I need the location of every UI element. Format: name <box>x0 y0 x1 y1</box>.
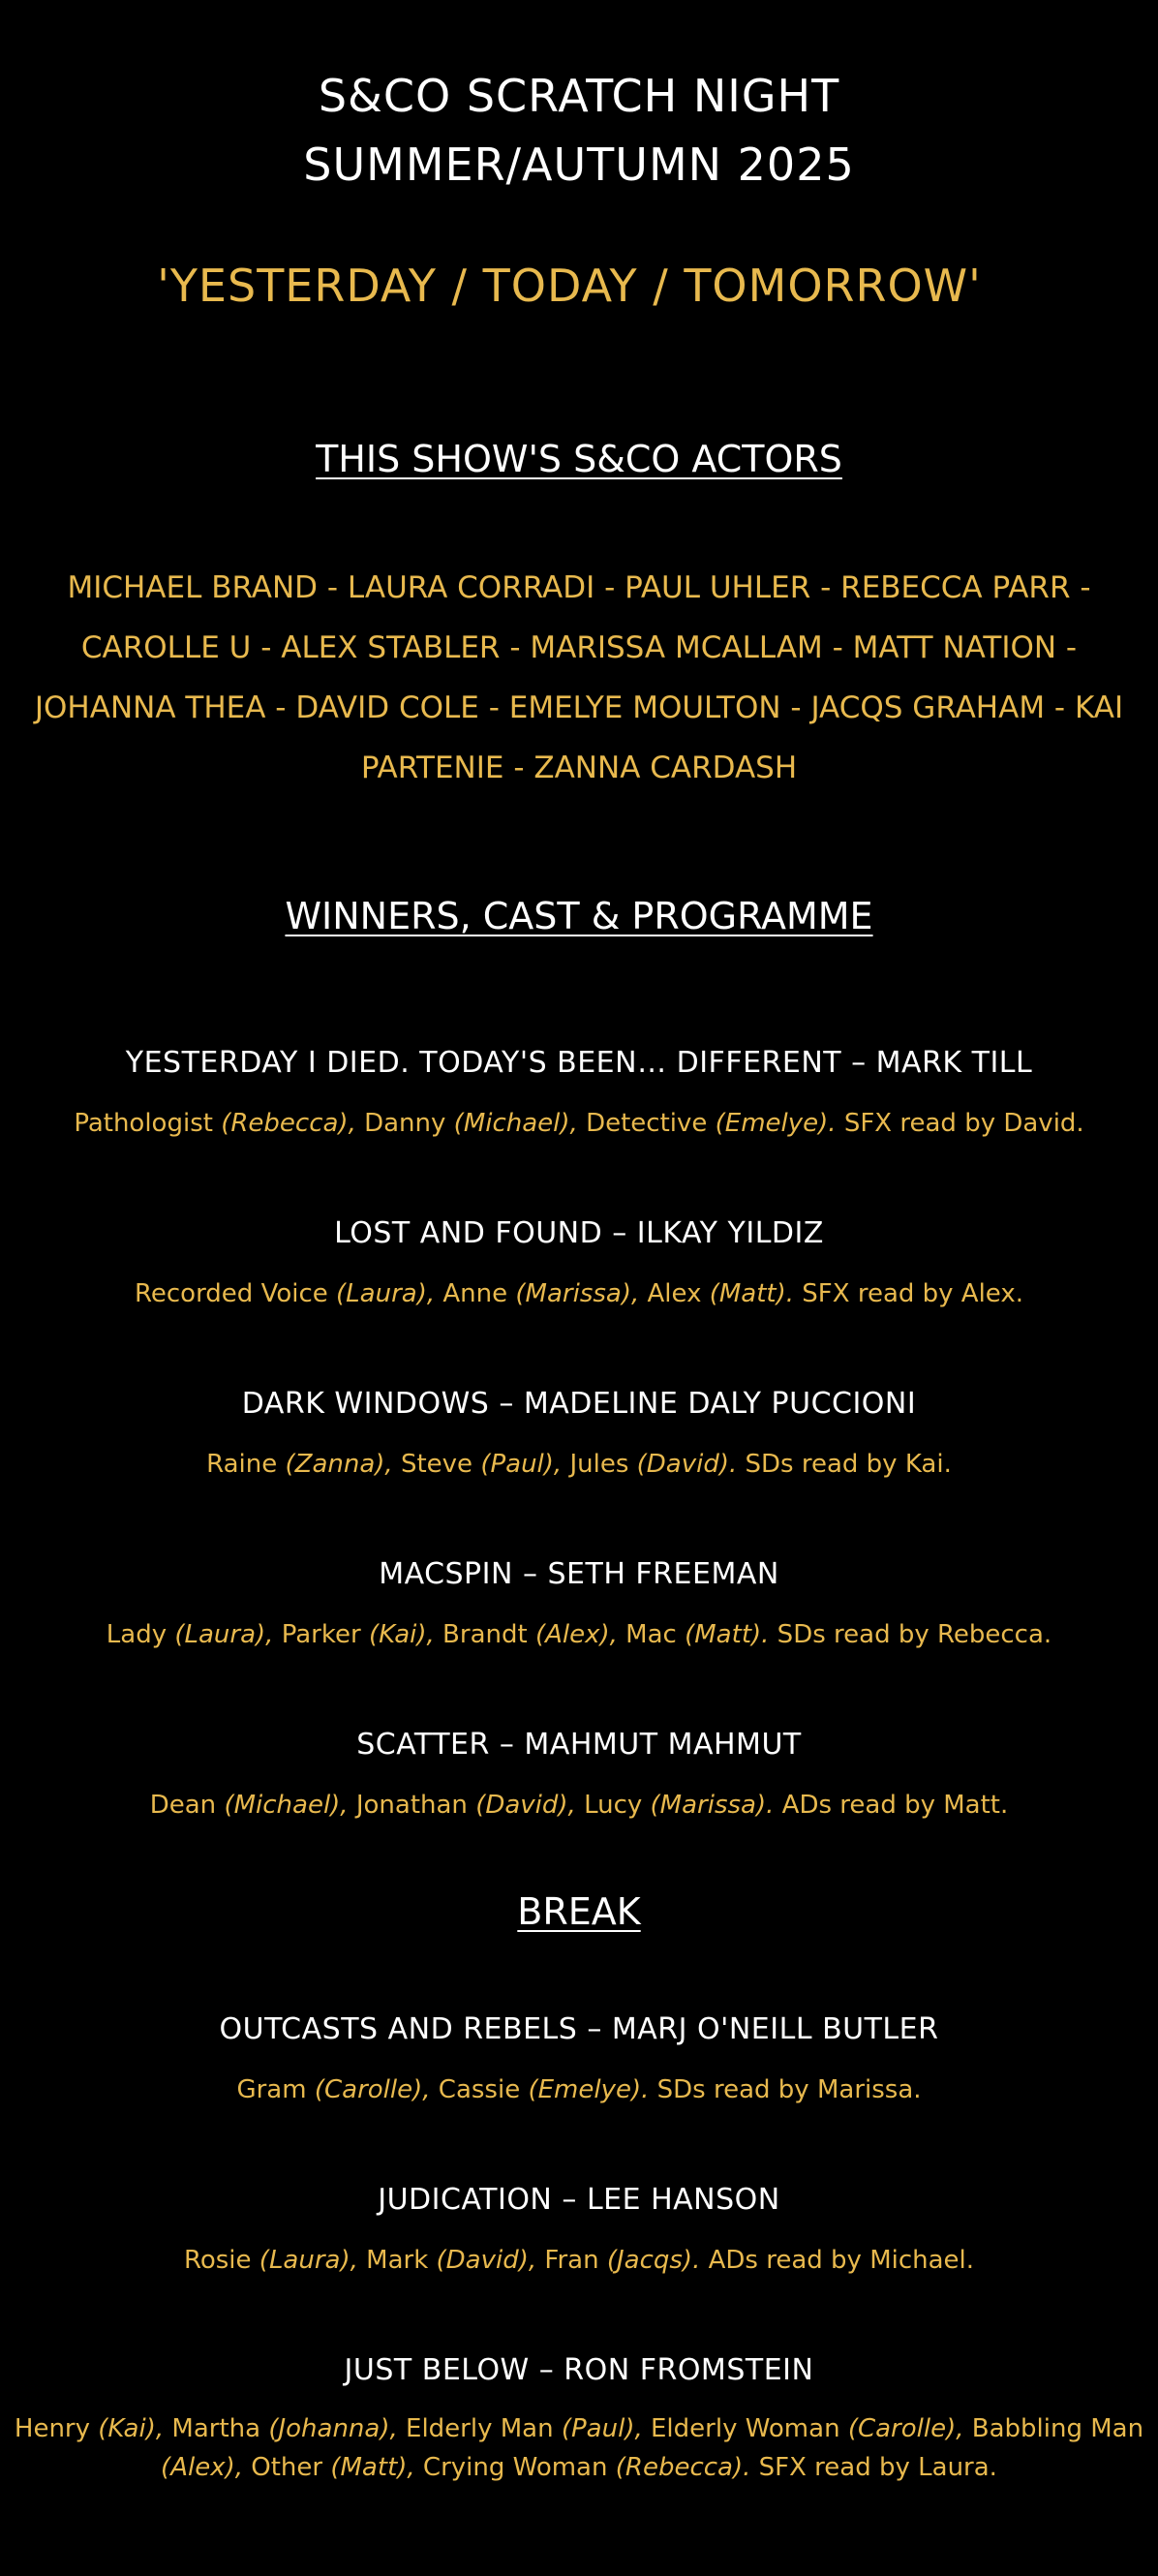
play-title: JUST BELOW – RON FROMSTEIN <box>344 2353 814 2387</box>
play-title: JUDICATION – LEE HANSON <box>378 2183 780 2217</box>
play-title: OUTCASTS AND REBELS – MARJ O'NEILL BUTLER <box>219 2012 939 2046</box>
page-title-line-1: S&CO SCRATCH NIGHT <box>318 70 840 122</box>
break-heading: BREAK <box>517 1890 641 1933</box>
play-cast: Lady (Laura), Parker (Kai), Brandt (Alex), Mac (Matt). SDs read by Rebecca. <box>106 1620 1052 1649</box>
play-cast: Gram (Carolle), Cassie (Emelye). SDs read by Marissa. <box>236 2075 922 2104</box>
play-title: SCATTER – MAHMUT MAHMUT <box>356 1728 802 1762</box>
show-subtitle: 'YESTERDAY / TODAY / TOMORROW' <box>157 260 982 312</box>
play-title: LOST AND FOUND – ILKAY YILDIZ <box>334 1216 824 1250</box>
play-cast: Pathologist (Rebecca), Danny (Michael), Detective (Emelye). SFX read by David. <box>74 1109 1084 1138</box>
actors-list: MICHAEL BRAND - LAURA CORRADI - PAUL UHLER - REBECCA PARR - CAROLLE U - ALEX STABLER - MARISSA MCALLAM - MATT NATION - JOHANNA THEA - DAVID COLE - EMELYE MOULTON - JACQS GRAHAM - KAI PARTENIE - ZANNA CARDASH <box>34 570 1124 785</box>
play-cast: Rosie (Laura), Mark (David), Fran (Jacqs). ADs read by Michael. <box>183 2246 975 2275</box>
play-cast: Henry (Kai), Martha (Johanna), Elderly Man (Paul), Elderly Woman (Carolle), Babbling Man (Alex), Other (Matt), Crying Woman (Rebecca). SFX read by Laura. <box>14 2414 1144 2482</box>
play-cast: Dean (Michael), Jonathan (David), Lucy (Marissa). ADs read by Matt. <box>149 1791 1009 1820</box>
play-cast: Recorded Voice (Laura), Anne (Marissa), Alex (Matt). SFX read by Alex. <box>134 1279 1024 1308</box>
page-title-line-2: SUMMER/AUTUMN 2025 <box>303 138 855 191</box>
play-title: DARK WINDOWS – MADELINE DALY PUCCIONI <box>241 1387 917 1421</box>
play-cast: Raine (Zanna), Steve (Paul), Jules (David). SDs read by Kai. <box>206 1450 952 1479</box>
actors-heading: THIS SHOW'S S&CO ACTORS <box>316 438 842 480</box>
play-title: YESTERDAY I DIED. TODAY'S BEEN… DIFFERENT – MARK TILL <box>125 1046 1033 1080</box>
play-title: MACSPIN – SETH FREEMAN <box>379 1557 779 1591</box>
programme-heading: WINNERS, CAST & PROGRAMME <box>285 895 873 937</box>
